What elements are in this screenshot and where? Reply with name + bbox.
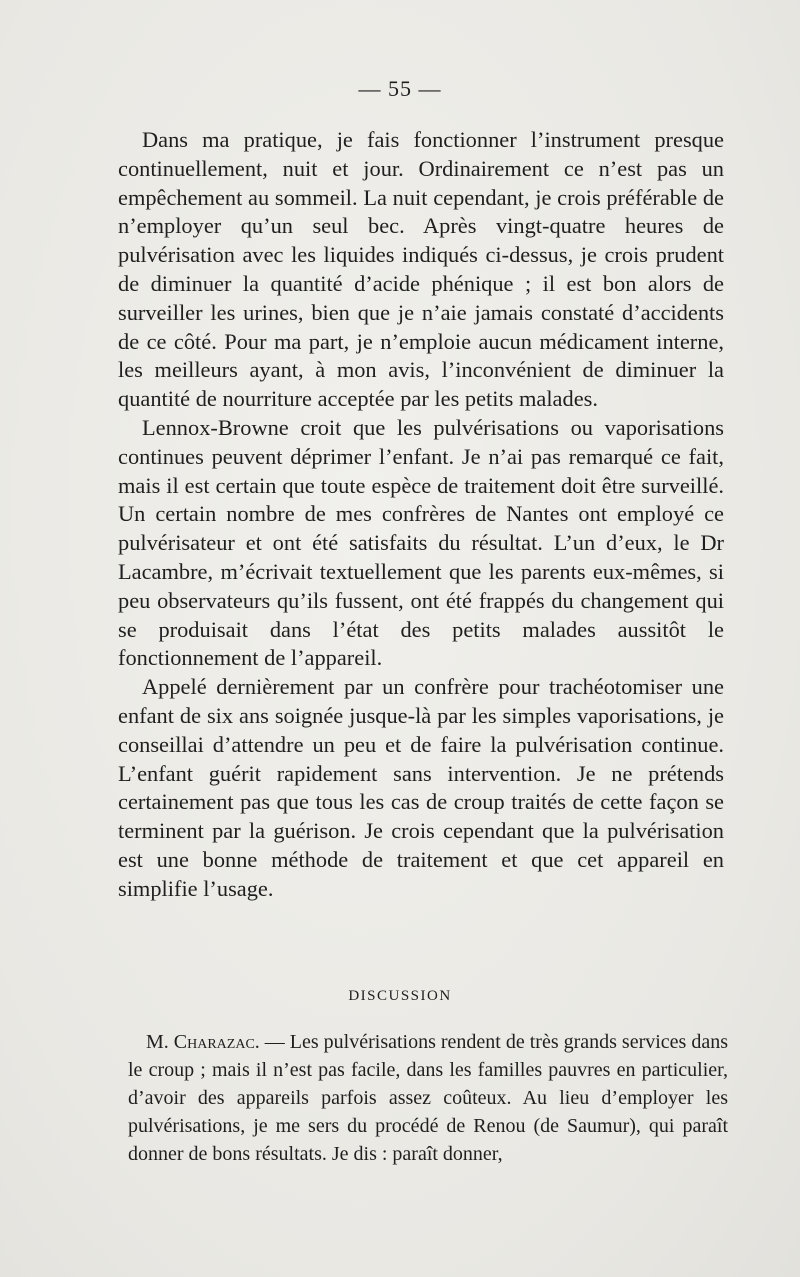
paragraph-3: Appelé dernièrement par un confrère pour trachéotomiser une enfant de six ans soignée jusque-là par les simples vaporisations, je conseillai d’attendre un peu et de faire la pulvérisation continue. L’enfant guérit rapidement sans intervention. Je ne prétends certainement pas que tous les cas de croup traités de cette façon se terminent par la guérison. Je crois cependant que la pulvérisation est une bonne méthode de traitement et que cet appareil en simplifie l’usage. (118, 674, 724, 901)
paragraph-1: Dans ma pratique, je fais fonctionner l’instrument presque continuellement, nuit et jour. Ordinairement ce n’est pas un empêchement au sommeil. La nuit cependant, je crois préférable de n’employer qu’un seul bec. Après vingt-quatre heures de pulvérisation avec les liquides indiqués ci-dessus, je crois prudent de diminuer la quantité d’acide phénique ; il est bon alors de surveiller les urines, bien que je n’aie jamais constaté d’accidents de ce côté. Pour ma part, je n’emploie aucun médicament interne, les meilleurs ayant, à mon avis, l’inconvénient de diminuer la quantité de nourriture acceptée par les petits malades. (118, 127, 724, 412)
section-heading: DISCUSSION (348, 988, 452, 1004)
page-number: — 55 — (358, 76, 442, 101)
speaker-name: M. Charazac. (146, 1031, 260, 1053)
discussion-paragraph (128, 1028, 728, 1168)
discussion-body: — Les pulvérisations rendent de très grands services dans le croup ; mais il n’est pas facile, dans les familles pauvres en particulier, d’avoir des appareils parfois assez coûteux. Au lieu d’employer les pulvérisations, je me sers du procédé de Renou (de Saumur), qui paraît donner de bons résultats. Je dis : paraît donner, (128, 1031, 728, 1165)
main-text (118, 126, 724, 904)
discussion-text (128, 1028, 728, 1168)
paragraph-2: Lennox-Browne croit que les pulvérisations ou vaporisations continues peuvent déprimer l’enfant. Je n’ai pas remarqué ce fait, mais il est certain que toute espèce de traitement doit être surveillé. Un certain nombre de mes confrères de Nantes ont employé ce pulvérisateur et ont été satisfaits du résultat. L’un d’eux, le Dr Lacambre, m’écrivait textuellement que les parents eux-mêmes, si peu observateurs qu’ils fussent, ont été frappés du changement qui se produisait dans l’état des petits malades aussitôt le fonctionnement de l’appareil. (118, 414, 724, 671)
